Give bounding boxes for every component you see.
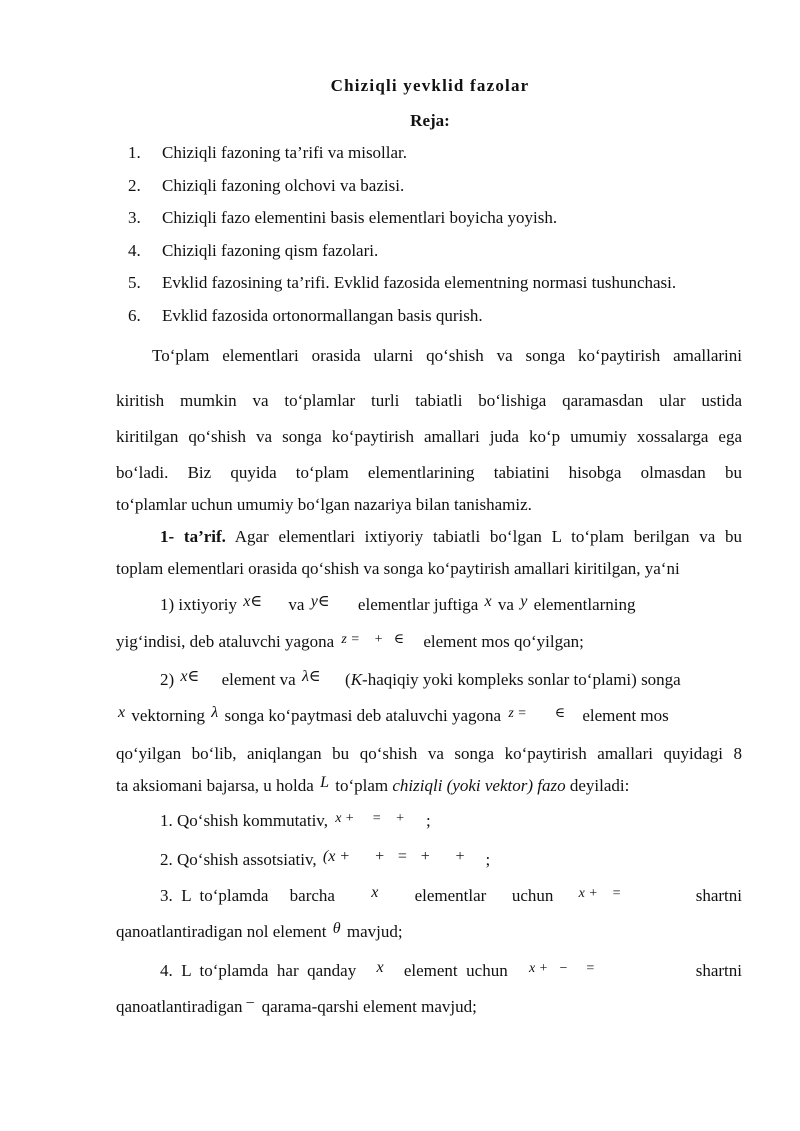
math-expression: θ (332, 920, 341, 937)
math-expression: x (371, 884, 379, 901)
condition-1-line: yig‘indisi, deb ataluvchi yagona $^{z = + \in}$ element mos qo‘yilgan; (116, 632, 584, 651)
plan-item: 2. Chiziqli fazoning olchovi va bazisi. (128, 175, 405, 195)
plan-item: 3. Chiziqli fazo elementini basis elementlari boyicha yoyish. (128, 208, 558, 227)
intro-line: bo‘ladi. Biz quyida to‘plam elementlarining tabiatini hisobga olmasdan bu (116, 463, 742, 482)
plan-item: 4. Chiziqli fazoning qism fazolari. (128, 240, 379, 260)
intro-line: kiritilgan qo‘shish va songa ko‘paytirish amallari juda ko‘p umumiy xossalarga ega (116, 427, 742, 446)
axiom-4: qanoatlantiradigan − qarama-qarshi element mavjud; (116, 995, 477, 1016)
math-expression: x + = (578, 886, 622, 901)
math-expression: λ∈ (301, 668, 321, 685)
intro-line: kiritish mumkin va to‘plamlar turli tabiatli bo‘lishiga qaramasdan ular ustida (116, 391, 742, 410)
math-expression: x∈ (243, 593, 263, 610)
math-expression: λ (211, 704, 219, 721)
axiom-3: 3. L to‘plamda barcha x elementlar uchun $^{x + =}$ shartni (160, 884, 742, 905)
math-expression: z = + ∈ (341, 632, 405, 647)
plan-heading: Reja: (410, 111, 450, 130)
definition-line: toplam elementlari orasida qo‘shish va songa ko‘paytirish amallari kiritilgan, ya‘ni (116, 559, 680, 578)
page-title: Chiziqli yevklid fazolar (330, 76, 530, 95)
intro-line: to‘plamlar uchun umumiy bo‘lgan nazariya bilan tanishamiz. (116, 495, 532, 514)
math-expression: y (520, 593, 528, 610)
condition-1-line: 1) ixtiyoriy x∈ va y∈ elementlar juftiga x va y elementlarning (160, 593, 636, 614)
axiom-3: qanoatlantiradigan nol element θ mavjud; (116, 920, 403, 941)
math-expression: z = ∈ (508, 706, 566, 721)
condition-2-line: qo‘yilgan bo‘lib, aniqlangan bu qo‘shish va songa ko‘paytirish amallari quyidagi 8 (116, 744, 742, 763)
plan-item: 1. Chiziqli fazoning ta’rifi va misollar. (128, 143, 408, 162)
math-expression: x + = + (335, 811, 405, 826)
condition-2-line: 2) x∈ element va λ∈ (K-haqiqiy yoki kompleks sonlar to‘plami) songa (160, 668, 681, 689)
axiom-1: 1. Qo‘shish kommutativ, $^{x + = +}$ ; (160, 811, 431, 830)
intro-line: To‘plam elementlari orasida ularni qo‘shish va songa ko‘paytirish amallarini (152, 346, 742, 365)
math-expression: L (320, 774, 329, 791)
math-expression: (x + + = + + (322, 848, 466, 865)
axiom-4: 4. L to‘plamda har qanday x element uchun $^{x + - =}$ shartni (160, 959, 742, 980)
definition-term: chiziqli (yoki vektor) fazo (392, 776, 566, 795)
math-expression: x + − = (528, 961, 596, 976)
math-expression: − (244, 995, 256, 1012)
math-expression: K (350, 670, 363, 689)
plan-item: 6. Evklid fazosida ortonormallangan basis qurish. (128, 305, 483, 325)
math-expression: x (118, 704, 126, 721)
math-expression: x (376, 959, 384, 976)
math-expression: y∈ (310, 593, 330, 610)
definition-line: 1- ta’rif. Agar elementlari ixtiyoriy tabiatli bo‘lgan L to‘plam berilgan va bu (160, 527, 742, 546)
math-expression: x (484, 593, 492, 610)
condition-2-line: ta aksiomani bajarsa, u holda L to‘plam chiziqli (yoki vektor) fazo deyiladi: (116, 774, 630, 795)
plan-item: 5. Evklid fazosining ta’rifi. Evklid fazosida elementning normasi tushunchasi. (128, 273, 677, 292)
condition-2-line: x vektorning λ songa ko‘paytmasi deb ataluvchi yagona $^{z = \in}$ element mos (118, 704, 669, 725)
definition-label: 1- ta’rif. (160, 527, 226, 546)
math-expression: x∈ (180, 668, 200, 685)
plan-list (128, 142, 676, 337)
axiom-2: 2. Qo‘shish assotsiativ, (x + + = + + ; (160, 848, 491, 869)
